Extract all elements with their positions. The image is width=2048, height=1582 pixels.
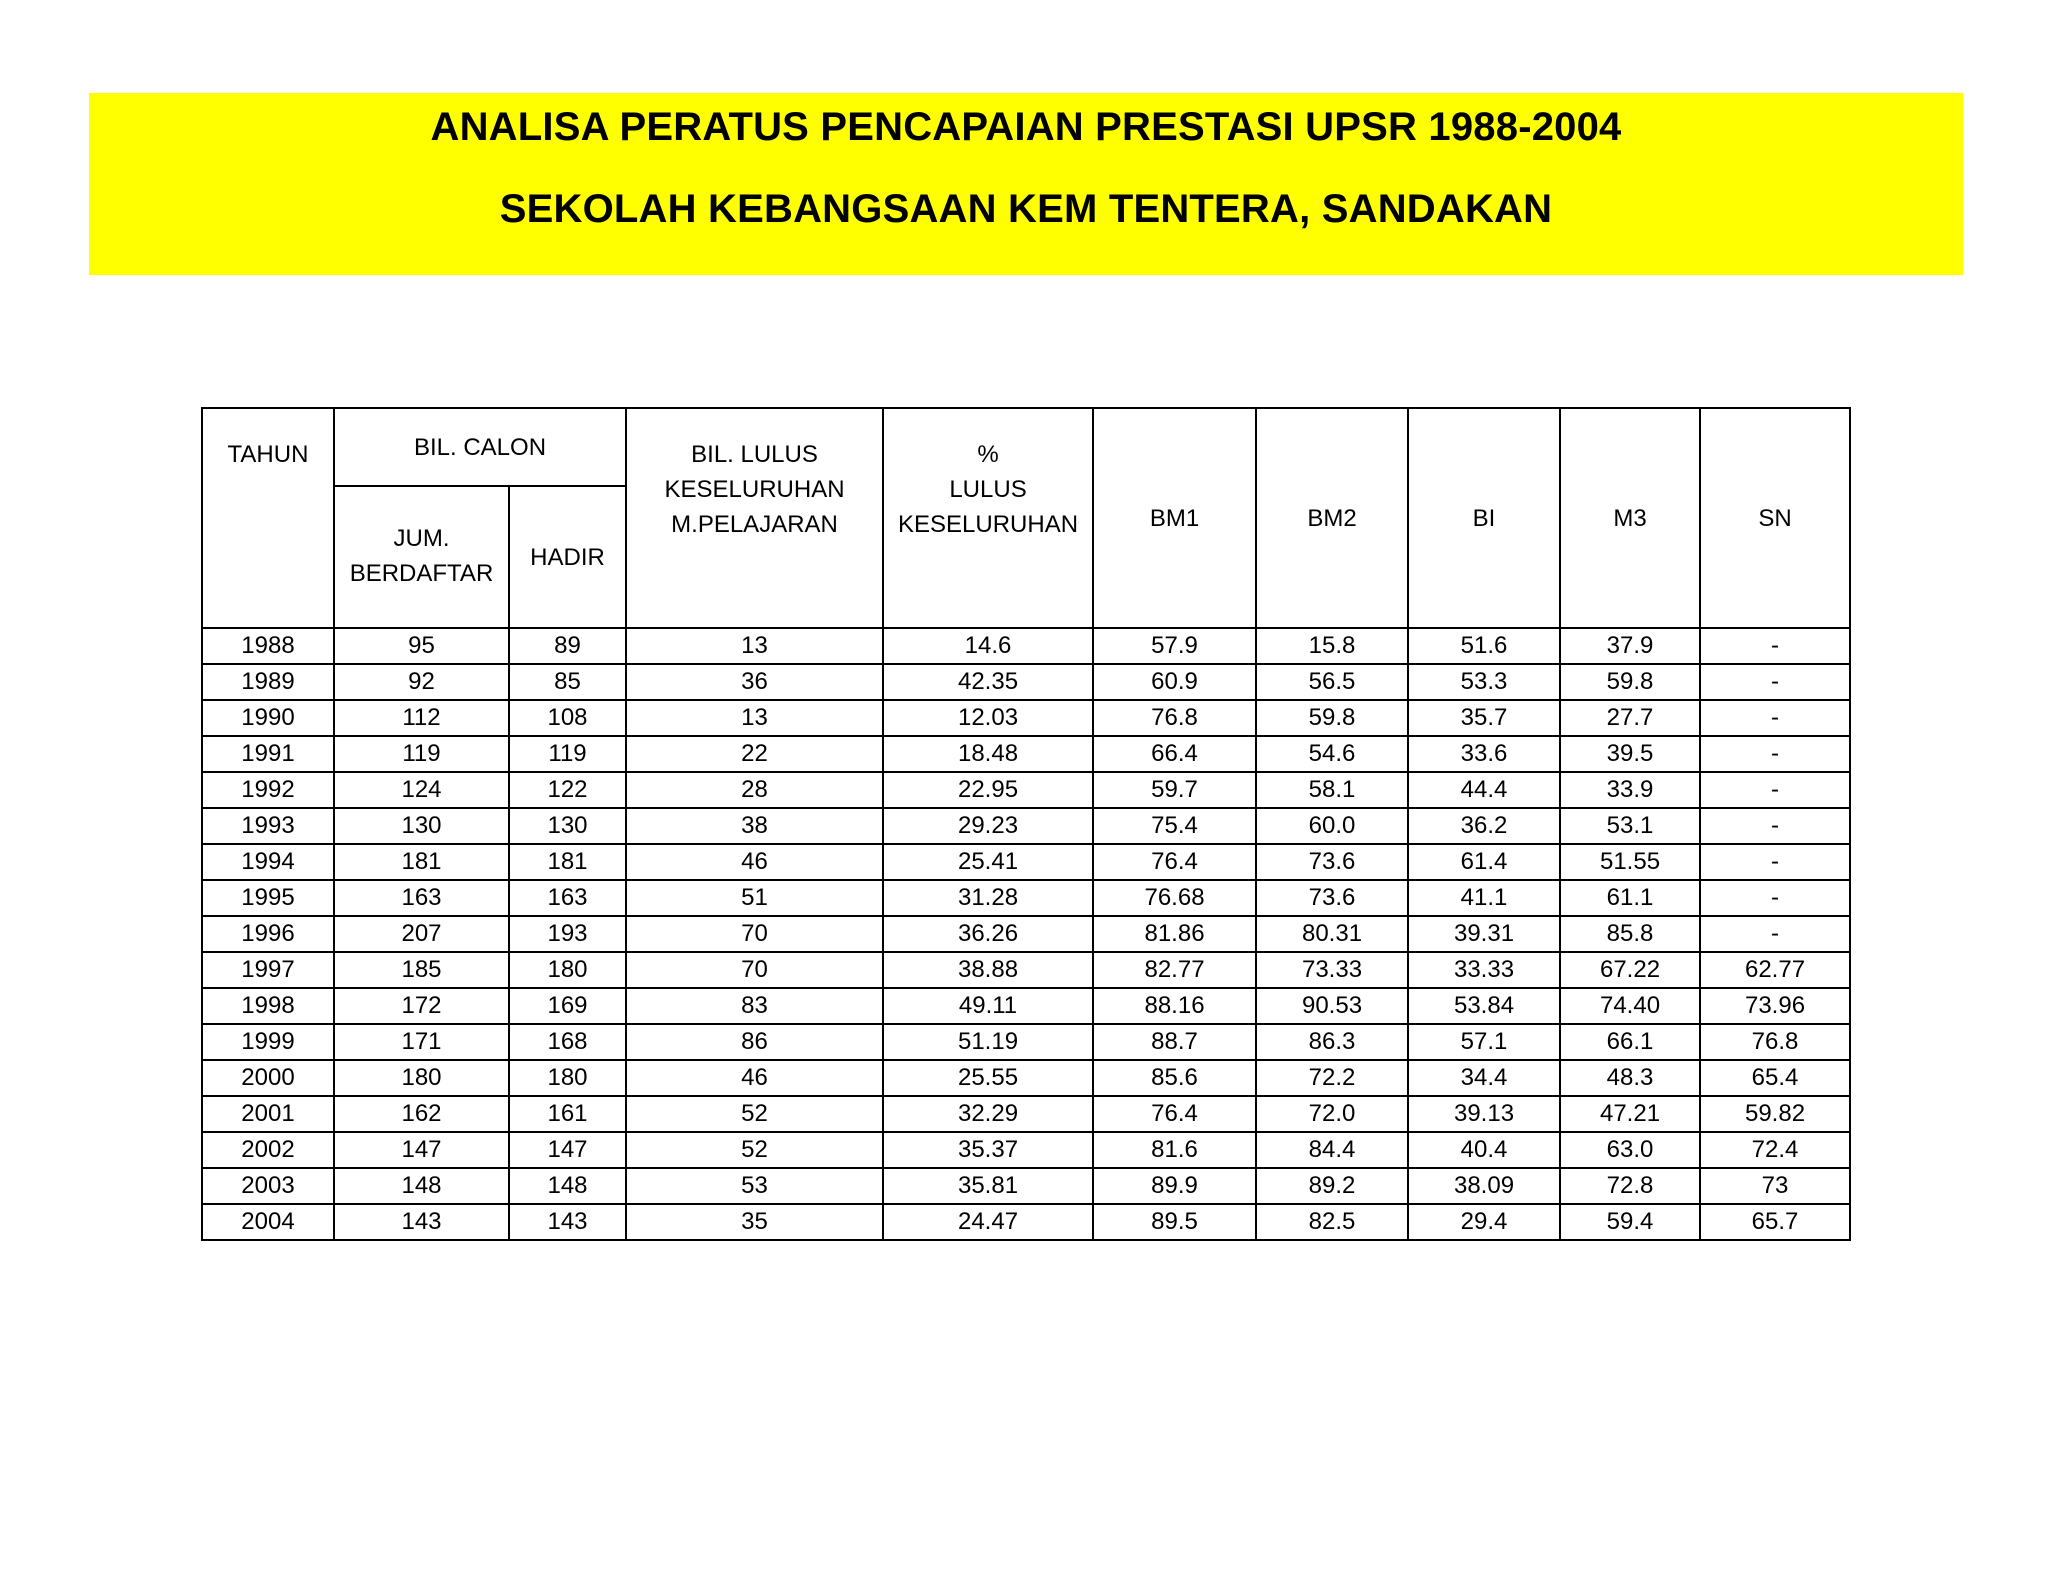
table-row (202, 1132, 1850, 1168)
cell-jum-berdaftar: 92 (334, 664, 509, 700)
header-hadir-label: HADIR (530, 543, 605, 571)
cell-bm1: 89.9 (1093, 1168, 1256, 1204)
cell-hadir: 168 (509, 1024, 626, 1060)
table-header (202, 408, 1850, 628)
cell-tahun: 2004 (202, 1204, 334, 1240)
cell-hadir: 89 (509, 628, 626, 664)
cell-tahun: 2002 (202, 1132, 334, 1168)
cell-peratus-lulus: 51.19 (883, 1024, 1093, 1060)
cell-bm1: 66.4 (1093, 736, 1256, 772)
table-row (202, 1024, 1850, 1060)
cell-bil-lulus: 53 (626, 1168, 883, 1204)
cell-bm1: 76.8 (1093, 700, 1256, 736)
school-name: SEKOLAH KEBANGSAAN KEM TENTERA, SANDAKAN (499, 187, 1553, 231)
cell-m3: 59.8 (1560, 664, 1700, 700)
cell-hadir: 169 (509, 988, 626, 1024)
cell-bm2: 84.4 (1256, 1132, 1408, 1168)
cell-tahun: 1995 (202, 880, 334, 916)
cell-tahun: 1996 (202, 916, 334, 952)
cell-bi: 61.4 (1408, 844, 1560, 880)
cell-sn: 73.96 (1700, 988, 1850, 1024)
cell-m3: 85.8 (1560, 916, 1700, 952)
table-row (202, 880, 1850, 916)
cell-jum-berdaftar: 163 (334, 880, 509, 916)
cell-m3: 47.21 (1560, 1096, 1700, 1132)
cell-tahun: 2001 (202, 1096, 334, 1132)
cell-m3: 48.3 (1560, 1060, 1700, 1096)
cell-peratus-lulus: 35.81 (883, 1168, 1093, 1204)
cell-tahun: 1997 (202, 952, 334, 988)
header-bil-lulus (626, 408, 883, 628)
cell-bi: 38.09 (1408, 1168, 1560, 1204)
cell-bm1: 82.77 (1093, 952, 1256, 988)
cell-tahun: 1990 (202, 700, 334, 736)
document-title: ANALISA PERATUS PENCAPAIAN PRESTASI UPSR 1988-2004 (430, 105, 1622, 149)
cell-bil-lulus: 70 (626, 916, 883, 952)
cell-peratus-lulus: 42.35 (883, 664, 1093, 700)
header-jum-line1: JUM. (393, 525, 450, 552)
cell-peratus-lulus: 25.41 (883, 844, 1093, 880)
cell-jum-berdaftar: 180 (334, 1060, 509, 1096)
cell-peratus-lulus: 29.23 (883, 808, 1093, 844)
cell-peratus-lulus: 31.28 (883, 880, 1093, 916)
cell-bi: 39.13 (1408, 1096, 1560, 1132)
cell-tahun: 1999 (202, 1024, 334, 1060)
cell-bil-lulus: 28 (626, 772, 883, 808)
cell-bi: 36.2 (1408, 808, 1560, 844)
cell-bm1: 76.4 (1093, 844, 1256, 880)
cell-jum-berdaftar: 119 (334, 736, 509, 772)
cell-m3: 51.55 (1560, 844, 1700, 880)
cell-bm2: 72.2 (1256, 1060, 1408, 1096)
cell-sn: - (1700, 916, 1850, 952)
cell-hadir: 180 (509, 952, 626, 988)
table-row (202, 844, 1850, 880)
cell-sn: - (1700, 772, 1850, 808)
cell-hadir: 193 (509, 916, 626, 952)
cell-bm2: 59.8 (1256, 700, 1408, 736)
cell-bi: 53.84 (1408, 988, 1560, 1024)
cell-bm1: 81.6 (1093, 1132, 1256, 1168)
cell-hadir: 119 (509, 736, 626, 772)
cell-bm1: 85.6 (1093, 1060, 1256, 1096)
cell-m3: 59.4 (1560, 1204, 1700, 1240)
cell-jum-berdaftar: 95 (334, 628, 509, 664)
cell-bm2: 82.5 (1256, 1204, 1408, 1240)
cell-jum-berdaftar: 181 (334, 844, 509, 880)
header-bm2-label: BM2 (1307, 504, 1357, 532)
cell-tahun: 1988 (202, 628, 334, 664)
cell-bil-lulus: 52 (626, 1096, 883, 1132)
cell-bil-lulus: 38 (626, 808, 883, 844)
header-m3 (1560, 408, 1700, 628)
cell-hadir: 143 (509, 1204, 626, 1240)
cell-tahun: 1991 (202, 736, 334, 772)
cell-m3: 63.0 (1560, 1132, 1700, 1168)
header-sn (1700, 408, 1850, 628)
cell-bm2: 60.0 (1256, 808, 1408, 844)
cell-sn: - (1700, 880, 1850, 916)
header-tahun-label: TAHUN (227, 441, 309, 468)
cell-bm1: 60.9 (1093, 664, 1256, 700)
cell-sn: - (1700, 628, 1850, 664)
cell-tahun: 2003 (202, 1168, 334, 1204)
cell-bi: 33.6 (1408, 736, 1560, 772)
header-bi (1408, 408, 1560, 628)
header-jum-berdaftar (334, 486, 509, 628)
cell-bm2: 56.5 (1256, 664, 1408, 700)
cell-m3: 74.40 (1560, 988, 1700, 1024)
cell-sn: - (1700, 844, 1850, 880)
header-peratus-line3: KESELURUHAN (897, 511, 1079, 538)
cell-hadir: 163 (509, 880, 626, 916)
cell-bi: 57.1 (1408, 1024, 1560, 1060)
cell-sn: - (1700, 700, 1850, 736)
cell-bm2: 54.6 (1256, 736, 1408, 772)
cell-peratus-lulus: 14.6 (883, 628, 1093, 664)
cell-sn: 59.82 (1700, 1096, 1850, 1132)
cell-bm2: 15.8 (1256, 628, 1408, 664)
table-row (202, 700, 1850, 736)
cell-tahun: 1992 (202, 772, 334, 808)
cell-sn: 65.4 (1700, 1060, 1850, 1096)
cell-hadir: 147 (509, 1132, 626, 1168)
cell-bil-lulus: 51 (626, 880, 883, 916)
cell-jum-berdaftar: 112 (334, 700, 509, 736)
header-bi-label: BI (1472, 504, 1496, 532)
title-banner (89, 93, 1963, 275)
table-body (202, 628, 1850, 1240)
cell-peratus-lulus: 49.11 (883, 988, 1093, 1024)
cell-bi: 34.4 (1408, 1060, 1560, 1096)
cell-sn: - (1700, 808, 1850, 844)
cell-m3: 66.1 (1560, 1024, 1700, 1060)
table-row (202, 1060, 1850, 1096)
cell-sn: 73 (1700, 1168, 1850, 1204)
cell-m3: 61.1 (1560, 880, 1700, 916)
table-row (202, 1204, 1850, 1240)
cell-bm2: 90.53 (1256, 988, 1408, 1024)
table-row (202, 952, 1850, 988)
cell-bi: 51.6 (1408, 628, 1560, 664)
cell-bm2: 58.1 (1256, 772, 1408, 808)
cell-peratus-lulus: 12.03 (883, 700, 1093, 736)
header-m3-label: M3 (1613, 504, 1647, 532)
header-peratus-line2: LULUS (949, 476, 1027, 503)
table-row (202, 808, 1850, 844)
table-row (202, 988, 1850, 1024)
cell-sn: 62.77 (1700, 952, 1850, 988)
cell-bm2: 89.2 (1256, 1168, 1408, 1204)
cell-m3: 53.1 (1560, 808, 1700, 844)
table-row (202, 736, 1850, 772)
cell-bm2: 73.6 (1256, 880, 1408, 916)
cell-bil-lulus: 13 (626, 628, 883, 664)
cell-sn: 65.7 (1700, 1204, 1850, 1240)
upsr-results-table (201, 407, 1851, 1241)
table-row (202, 916, 1850, 952)
cell-m3: 39.5 (1560, 736, 1700, 772)
cell-hadir: 108 (509, 700, 626, 736)
cell-bil-lulus: 46 (626, 1060, 883, 1096)
cell-peratus-lulus: 25.55 (883, 1060, 1093, 1096)
cell-hadir: 161 (509, 1096, 626, 1132)
cell-peratus-lulus: 35.37 (883, 1132, 1093, 1168)
cell-jum-berdaftar: 147 (334, 1132, 509, 1168)
table-row (202, 628, 1850, 664)
cell-hadir: 130 (509, 808, 626, 844)
cell-jum-berdaftar: 143 (334, 1204, 509, 1240)
header-bil-calon-label: BIL. CALON (413, 433, 547, 461)
cell-bi: 39.31 (1408, 916, 1560, 952)
table-row (202, 1096, 1850, 1132)
cell-hadir: 85 (509, 664, 626, 700)
cell-peratus-lulus: 18.48 (883, 736, 1093, 772)
header-bil-lulus-line1: BIL. LULUS (691, 441, 818, 468)
cell-peratus-lulus: 36.26 (883, 916, 1093, 952)
table-row (202, 1168, 1850, 1204)
header-bm1 (1093, 408, 1256, 628)
cell-bm1: 59.7 (1093, 772, 1256, 808)
header-bm1-label: BM1 (1149, 504, 1200, 532)
cell-bm1: 75.4 (1093, 808, 1256, 844)
cell-bm1: 88.7 (1093, 1024, 1256, 1060)
cell-bm1: 81.86 (1093, 916, 1256, 952)
cell-bi: 41.1 (1408, 880, 1560, 916)
cell-tahun: 1993 (202, 808, 334, 844)
cell-bil-lulus: 22 (626, 736, 883, 772)
cell-bm2: 73.33 (1256, 952, 1408, 988)
cell-jum-berdaftar: 171 (334, 1024, 509, 1060)
cell-sn: - (1700, 736, 1850, 772)
header-hadir (509, 486, 626, 628)
cell-bi: 40.4 (1408, 1132, 1560, 1168)
cell-hadir: 148 (509, 1168, 626, 1204)
cell-jum-berdaftar: 185 (334, 952, 509, 988)
cell-bm2: 72.0 (1256, 1096, 1408, 1132)
cell-bm1: 76.4 (1093, 1096, 1256, 1132)
table-row (202, 772, 1850, 808)
cell-bi: 53.3 (1408, 664, 1560, 700)
cell-bm1: 57.9 (1093, 628, 1256, 664)
cell-jum-berdaftar: 124 (334, 772, 509, 808)
cell-sn: 76.8 (1700, 1024, 1850, 1060)
cell-jum-berdaftar: 130 (334, 808, 509, 844)
cell-bil-lulus: 36 (626, 664, 883, 700)
cell-bi: 33.33 (1408, 952, 1560, 988)
cell-bil-lulus: 52 (626, 1132, 883, 1168)
cell-bi: 44.4 (1408, 772, 1560, 808)
cell-bil-lulus: 46 (626, 844, 883, 880)
cell-tahun: 1998 (202, 988, 334, 1024)
header-bil-lulus-line3: M.PELAJARAN (671, 511, 838, 538)
cell-peratus-lulus: 24.47 (883, 1204, 1093, 1240)
cell-m3: 72.8 (1560, 1168, 1700, 1204)
cell-m3: 27.7 (1560, 700, 1700, 736)
cell-bil-lulus: 70 (626, 952, 883, 988)
cell-bm1: 89.5 (1093, 1204, 1256, 1240)
cell-jum-berdaftar: 162 (334, 1096, 509, 1132)
cell-tahun: 2000 (202, 1060, 334, 1096)
header-peratus-line1: % (977, 441, 999, 468)
header-sn-label: SN (1758, 504, 1792, 532)
cell-peratus-lulus: 22.95 (883, 772, 1093, 808)
cell-jum-berdaftar: 207 (334, 916, 509, 952)
cell-hadir: 122 (509, 772, 626, 808)
header-tahun (202, 408, 334, 628)
header-jum-line2: BERDAFTAR (349, 560, 494, 587)
cell-bil-lulus: 86 (626, 1024, 883, 1060)
cell-jum-berdaftar: 172 (334, 988, 509, 1024)
cell-bil-lulus: 13 (626, 700, 883, 736)
cell-bm2: 86.3 (1256, 1024, 1408, 1060)
cell-m3: 37.9 (1560, 628, 1700, 664)
header-bm2 (1256, 408, 1408, 628)
cell-peratus-lulus: 32.29 (883, 1096, 1093, 1132)
header-peratus-lulus (883, 408, 1093, 628)
cell-tahun: 1989 (202, 664, 334, 700)
cell-bm1: 76.68 (1093, 880, 1256, 916)
cell-sn: 72.4 (1700, 1132, 1850, 1168)
cell-bil-lulus: 83 (626, 988, 883, 1024)
cell-m3: 67.22 (1560, 952, 1700, 988)
cell-bi: 35.7 (1408, 700, 1560, 736)
cell-hadir: 180 (509, 1060, 626, 1096)
cell-m3: 33.9 (1560, 772, 1700, 808)
cell-hadir: 181 (509, 844, 626, 880)
cell-sn: - (1700, 664, 1850, 700)
cell-peratus-lulus: 38.88 (883, 952, 1093, 988)
table-row (202, 664, 1850, 700)
cell-bi: 29.4 (1408, 1204, 1560, 1240)
cell-bil-lulus: 35 (626, 1204, 883, 1240)
header-bil-lulus-line2: KESELURUHAN (664, 476, 845, 503)
cell-jum-berdaftar: 148 (334, 1168, 509, 1204)
header-bil-calon (334, 408, 626, 486)
cell-tahun: 1994 (202, 844, 334, 880)
cell-bm1: 88.16 (1093, 988, 1256, 1024)
cell-bm2: 80.31 (1256, 916, 1408, 952)
cell-bm2: 73.6 (1256, 844, 1408, 880)
